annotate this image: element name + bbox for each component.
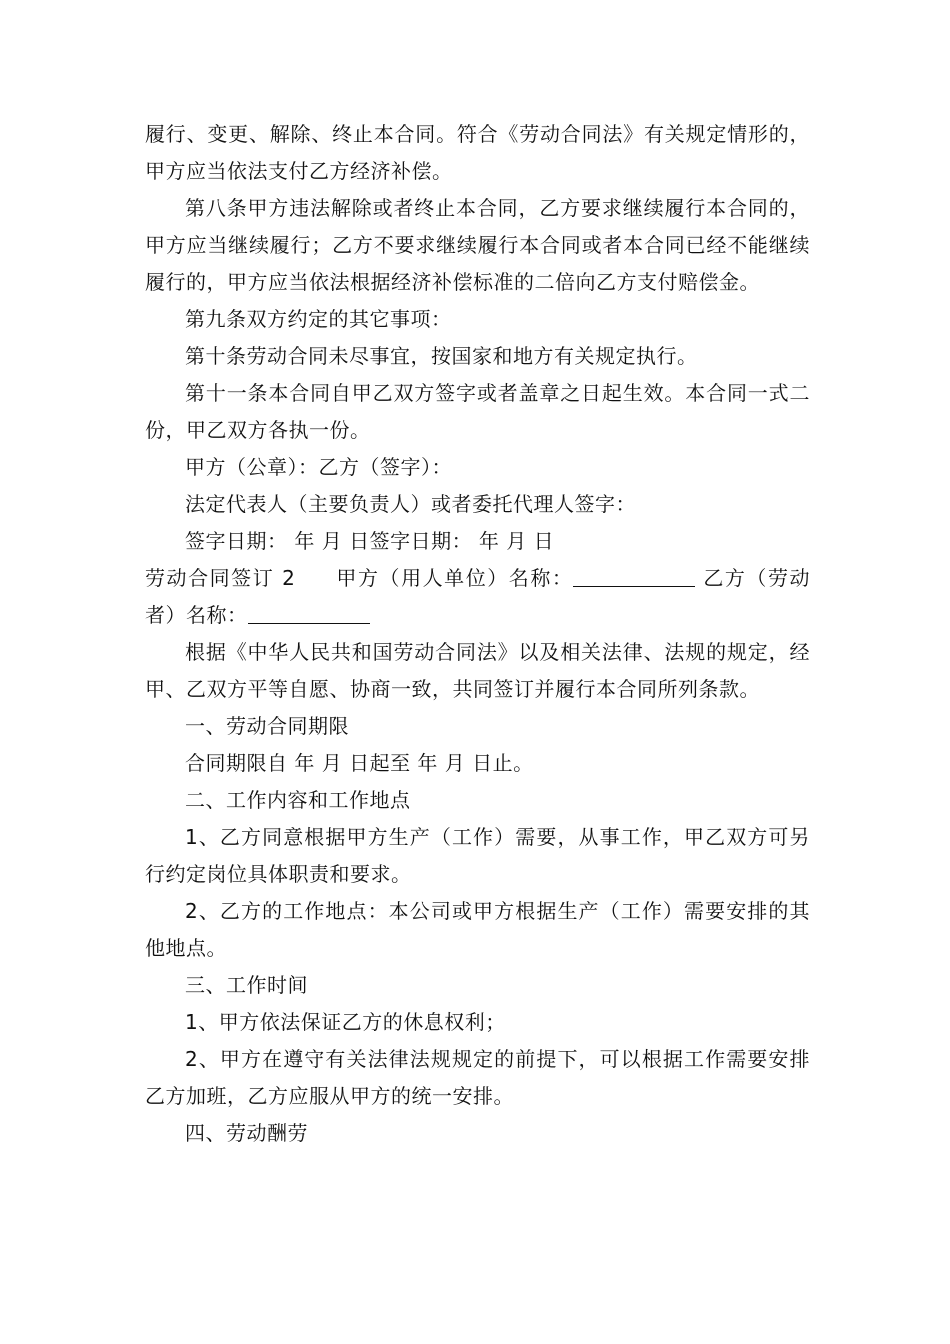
party-a-name-blank <box>573 564 695 587</box>
paragraph-article-9: 第九条双方约定的其它事项： <box>185 307 452 331</box>
heading-work-time: 三、工作时间 <box>185 973 308 997</box>
paragraph-article-8: 第八条甲方违法解除或者终止本合同，乙方要求继续履行本合同的，甲方应当继续履行；乙方不要求继续履行本合同或者本合同已经不能继续履行的，甲方应当依法根据经济补偿标准的二倍向乙方支付赔偿金。 <box>145 196 810 294</box>
heading-work-content: 二、工作内容和工作地点 <box>185 788 411 812</box>
heading-contract-term: 一、劳动合同期限 <box>185 714 349 738</box>
paragraph: 履行、变更、解除、终止本合同。符合《劳动合同法》有关规定情形的，甲方应当依法支付乙方经济补偿。 <box>145 122 810 183</box>
paragraph-work-content-1: 1、乙方同意根据甲方生产（工作）需要，从事工作，甲乙双方可另行约定岗位具体职责和要求。 <box>145 825 810 886</box>
paragraph-preamble: 根据《中华人民共和国劳动合同法》以及相关法律、法规的规定，经甲、乙双方平等自愿、协商一致，共同签订并履行本合同所列条款。 <box>145 640 810 701</box>
paragraph-contract-term: 合同期限自 年 月 日起至 年 月 日止。 <box>185 751 534 775</box>
signature-dates: 签字日期： 年 月 日签字日期： 年 月 日 <box>185 529 555 553</box>
signature-parties: 甲方（公章）：乙方（签字）： <box>185 455 452 479</box>
paragraph-article-11: 第十一条本合同自甲乙双方签字或者盖章之日起生效。本合同一式二份，甲乙双方各执一份。 <box>145 381 810 442</box>
document-body <box>145 116 810 1152</box>
paragraph-article-10: 第十条劳动合同未尽事宜，按国家和地方有关规定执行。 <box>185 344 698 368</box>
paragraph-work-time-1: 1、甲方依法保证乙方的休息权利； <box>185 1010 506 1034</box>
paragraph-work-content-2: 2、乙方的工作地点：本公司或甲方根据生产（工作）需要安排的其他地点。 <box>145 899 810 960</box>
section-heading <box>145 560 810 634</box>
party-a-name-label: 甲方（用人单位）名称： <box>335 566 574 590</box>
party-b-name-label: 乙方（劳动者）名称： <box>145 566 811 627</box>
section-title: 劳动合同签订 2 <box>145 566 296 590</box>
heading-remuneration: 四、劳动酬劳 <box>185 1121 308 1145</box>
paragraph-work-time-2: 2、甲方在遵守有关法律法规规定的前提下，可以根据工作需要安排乙方加班，乙方应服从甲方的统一安排。 <box>145 1047 810 1108</box>
party-b-name-blank <box>248 601 370 624</box>
signature-representative: 法定代表人（主要负责人）或者委托代理人签字： <box>185 492 636 516</box>
